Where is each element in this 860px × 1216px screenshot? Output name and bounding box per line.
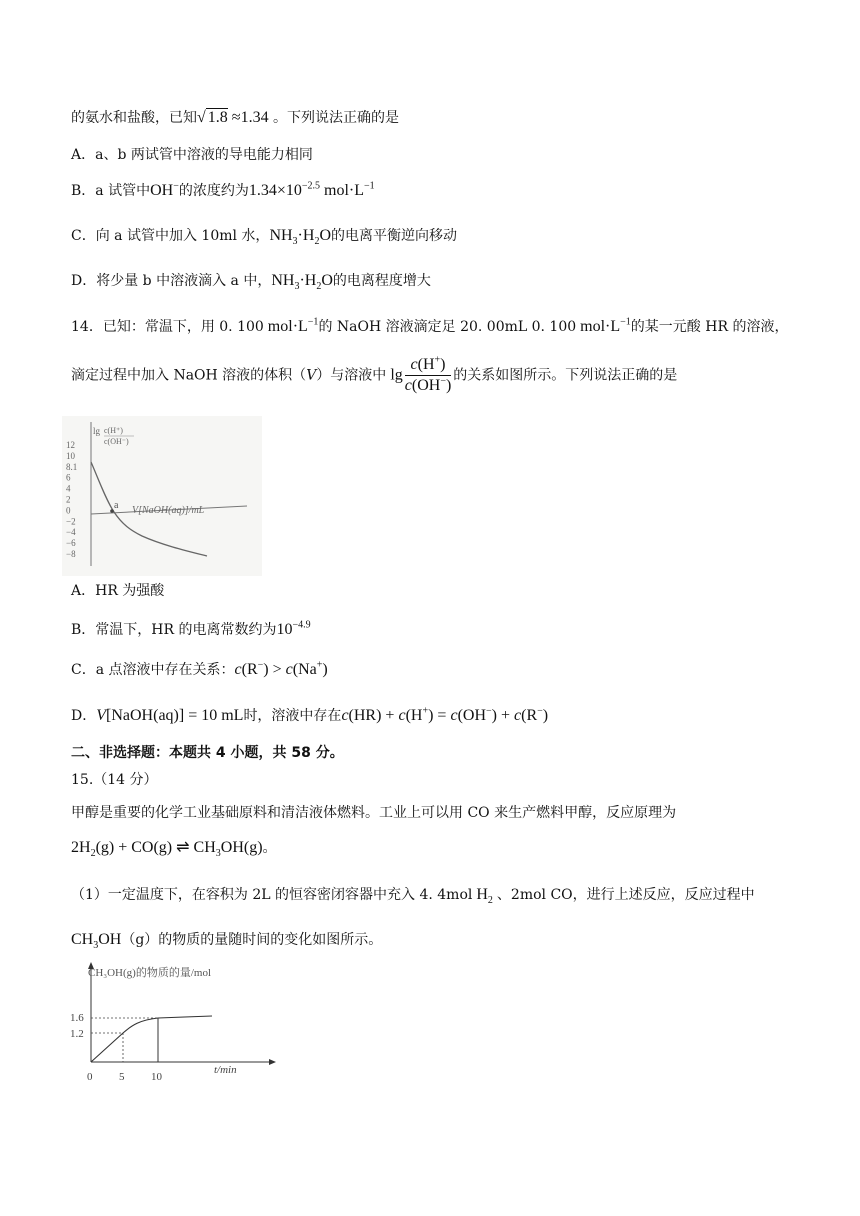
figure1-ylabel-num: c(H⁺)	[104, 426, 123, 435]
q14-optb-exp: −4.9	[292, 619, 311, 631]
q14-option-a: A．HR 为强酸	[71, 583, 165, 599]
q13-optb-unit: mol·L	[320, 182, 365, 199]
reaction-equation: $2H_2(g) + CO(g)$ ⇌ $CH_3OH(g)$。	[71, 839, 277, 860]
q14-line2-b: ）与溶液中	[316, 367, 387, 384]
titration-chart	[62, 416, 262, 576]
figure2-ytick: 1.2	[70, 1028, 84, 1040]
figure2-xtick: 10	[151, 1071, 162, 1083]
q13-optb-value: $1.34\times 10^{-2.5}$ $mol\cdot L^{-1}$	[248, 180, 375, 199]
q13-stem-tail	[71, 108, 399, 128]
figure1-xlabel: V[NaOH(aq)]/mL	[132, 505, 205, 516]
q14-option-c	[71, 660, 328, 680]
unit-mol-per-l: $mol\cdot L^{-1}$	[576, 316, 631, 335]
q14-optc-prefix: C．a 点溶液中存在关系：	[71, 662, 235, 678]
q15-part1-line1	[71, 885, 755, 905]
section-heading: 二、非选择题：本题共 4 小题，共 58 分。	[71, 745, 344, 761]
q13-stem-prefix: 的氨水和盐酸，已知	[71, 110, 197, 126]
q13-option-d	[71, 271, 431, 291]
q13-option-a: A．a、b 两试管中溶液的导电能力相同	[71, 147, 313, 163]
q13-optb-base: 1.34×10	[248, 182, 302, 199]
q14-option-d	[71, 706, 548, 726]
q13-optb-exp: −2.5	[301, 180, 321, 192]
q14-line2	[71, 355, 677, 396]
figure1-ytick: 6	[66, 472, 71, 483]
q15-part1-line2	[71, 930, 382, 950]
figure2-ytick: 1.6	[70, 1012, 84, 1024]
q15-part1-b: 、2mol CO，进行上述反应，反应过程中	[496, 887, 755, 903]
q13-optb-prefix: B．a 试管中	[71, 183, 151, 199]
figure1-ytick: 10	[66, 450, 75, 461]
q14-option-b	[71, 620, 311, 640]
figure1-ytick: −2	[66, 516, 76, 527]
approx-value: ≈1.34	[227, 109, 269, 126]
figure1-ytick: −4	[66, 527, 76, 538]
methanol-chart	[62, 958, 282, 1098]
oh-ion: OH−	[150, 180, 179, 199]
q14-optd-condition: V[NaOH(aq)] = 10 mL	[96, 707, 244, 724]
q13-optc-suffix: 的电离平衡逆向移动	[331, 228, 457, 244]
figure1-ytick: 12	[66, 440, 75, 450]
figure1-ytick: −8	[66, 549, 76, 559]
q13-optc-prefix: C．向 a 试管中加入 10ml 水，	[71, 228, 270, 244]
q14-line1-c: 的某一元酸 HR 的溶液，	[630, 319, 789, 335]
figure1-ylabel-den: c(OH⁻)	[104, 437, 129, 446]
figure2-xtick: 0	[87, 1071, 93, 1083]
q14-line2-a: 滴定过程中加入 NaOH 溶液的体积（	[71, 367, 307, 384]
q13-optd-prefix: D．将少量 b 中溶液滴入 a 中，	[71, 273, 272, 289]
q14-line2-c: 的关系如图所示。下列说法正确的是	[453, 367, 678, 384]
q14-optb-value: $10^{-4.9}$	[276, 619, 311, 638]
q15-number: 15.（14 分）	[71, 772, 158, 788]
q13-option-c	[71, 226, 457, 246]
nh3h2o-formula: $NH_3\cdot H_2O$	[271, 272, 333, 293]
q15-part1-a: （1）一定温度下，在容积为 2L 的恒容密闭容器中充入 4. 4mol	[71, 887, 473, 903]
q14-optb-prefix: B．常温下，HR 的电离常数约为	[71, 622, 277, 638]
figure1-ylabel-lg: lg	[93, 426, 101, 436]
figure1-ytick: 0	[66, 505, 71, 516]
q13-stem-suffix: 。下列说法正确的是	[268, 110, 400, 126]
q14-optc-relation: c(R−) > c(Na+)	[234, 659, 328, 678]
sqrt-arg: 1.8	[207, 109, 228, 126]
q13-optd-suffix: 的电离程度增大	[332, 273, 431, 289]
q15-line1: 甲醇是重要的化学工业基础原料和清洁液体燃料。工业上可以用 CO 来生产燃料甲醇，反应原理为	[71, 805, 677, 821]
q13-optb-mid: 的浓度约为	[178, 183, 249, 199]
figure1-ytick: −6	[66, 538, 76, 549]
q14-optd-relation: c(HR) + c(H+) = c(OH−) + c(R−)	[341, 705, 549, 724]
figure2-ylabel: CH₃OH(g)的物质的量/mol	[88, 967, 211, 979]
figure1-ytick: 2	[66, 494, 71, 505]
unit-mol-per-l: $mol\cdot L^{-1}$	[263, 316, 319, 335]
volume-symbol: V	[306, 367, 317, 384]
nh3h2o-formula: $NH_3\cdot H_2O$	[269, 227, 331, 248]
point-a-label: a	[114, 500, 119, 511]
figure2-xlabel: t/min	[214, 1064, 237, 1076]
q14-line1-a: 14．已知：常温下，用 0. 100	[71, 319, 264, 335]
lg-symbol: lg	[386, 366, 403, 384]
q14-optd-prefix: D．	[71, 708, 97, 724]
h2-formula: $H_2$	[472, 886, 493, 907]
figure1-ytick: 8.1	[66, 461, 78, 472]
figure2-xtick: 5	[119, 1071, 125, 1083]
q14-line1-b: 的 NaOH 溶液滴定足 20. 00mL 0. 100	[318, 319, 577, 335]
sqrt-expression: √ 1.8 ≈1.34	[197, 109, 269, 126]
q14-optd-mid: 时，溶液中存在	[243, 708, 342, 724]
q15-part1-c: （g）的物质的量随时间的变化如图所示。	[121, 932, 383, 948]
concentration-ratio: $\frac{c(H^+)}{c(OH^-)}$	[404, 354, 452, 394]
ch3oh-formula: $CH_3OH$	[71, 931, 122, 952]
figure1-ytick: 4	[66, 483, 71, 494]
q14-line1	[71, 317, 788, 337]
q13-option-b	[71, 181, 375, 201]
